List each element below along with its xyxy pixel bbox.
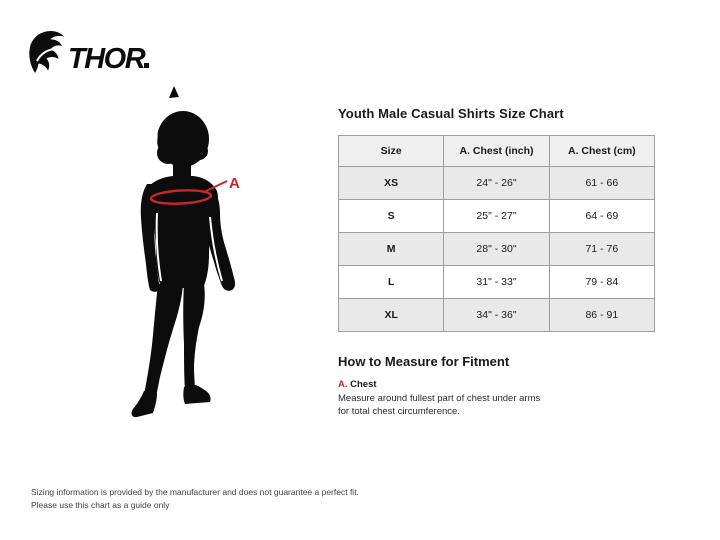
- cell-chest-inch: 34" - 36": [444, 299, 549, 332]
- measure-item-label: [338, 379, 658, 390]
- cell-size: S: [339, 200, 444, 233]
- cell-chest-inch: 31" - 33": [444, 266, 549, 299]
- cell-size: L: [339, 266, 444, 299]
- brand-logo: [28, 30, 153, 78]
- size-chart-table: [338, 135, 655, 332]
- cell-size: XS: [339, 167, 444, 200]
- table-header-row: [339, 136, 655, 167]
- cell-chest-cm: 86 - 91: [549, 299, 654, 332]
- table-header: [339, 136, 655, 167]
- cell-chest-cm: 71 - 76: [549, 233, 654, 266]
- measure-section: [338, 354, 658, 419]
- goat-head-icon: [29, 31, 64, 73]
- column-header-chest-inch: A. Chest (inch): [444, 136, 549, 167]
- thor-logo-graphic: [28, 30, 153, 78]
- measure-description: Measure around fullest part of chest under arms for total chest circumference.: [338, 393, 541, 417]
- measure-key-a: A.: [338, 379, 348, 390]
- cell-chest-inch: 25" - 27": [444, 200, 549, 233]
- measure-name-chest: Chest: [350, 379, 377, 390]
- table-row: [339, 200, 655, 233]
- measure-heading: How to Measure for Fitment: [338, 354, 510, 369]
- measure-item-chest: [338, 379, 658, 419]
- cell-chest-inch: 24" - 26": [444, 167, 549, 200]
- disclaimer-line-2: Please use this chart as a guide only: [31, 500, 170, 511]
- size-chart-title: Youth Male Casual Shirts Size Chart: [338, 106, 564, 121]
- cell-size: XL: [339, 299, 444, 332]
- logo-wordmark: THOR: [68, 43, 145, 75]
- body-silhouette: [132, 86, 235, 417]
- silhouette-graphic: [100, 85, 320, 435]
- disclaimer-footer: [31, 486, 359, 512]
- table-row: [339, 167, 655, 200]
- youth-silhouette-figure: [100, 85, 320, 435]
- cell-chest-cm: 79 - 84: [549, 266, 654, 299]
- measurement-label-a: A: [229, 175, 240, 192]
- column-header-size: Size: [339, 136, 444, 167]
- size-chart-panel: [338, 106, 658, 419]
- table-row: [339, 266, 655, 299]
- face-notch: [152, 125, 158, 148]
- column-header-chest-cm: A. Chest (cm): [549, 136, 654, 167]
- table-row: [339, 299, 655, 332]
- cell-chest-cm: 61 - 66: [549, 167, 654, 200]
- cell-chest-inch: 28" - 30": [444, 233, 549, 266]
- logo-dot: [144, 63, 149, 68]
- cell-chest-cm: 64 - 69: [549, 200, 654, 233]
- disclaimer-line-1: Sizing information is provided by the manufacturer and does not guarantee a perfect fit.: [31, 487, 359, 497]
- table-body: [339, 167, 655, 332]
- cell-size: M: [339, 233, 444, 266]
- table-row: [339, 233, 655, 266]
